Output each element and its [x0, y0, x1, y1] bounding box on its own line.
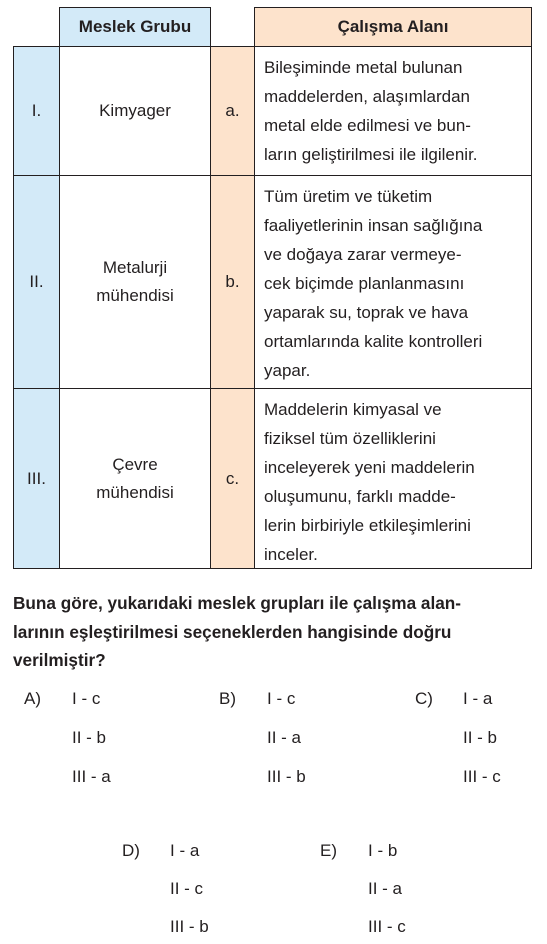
row-numeral: II. [29, 272, 44, 291]
option-a[interactable] [24, 689, 154, 789]
row-letter: b. [225, 272, 240, 291]
area-line: Bileşiminde metal bulunan [264, 58, 463, 77]
option-d[interactable] [122, 841, 252, 941]
option-pair: III - b [170, 917, 209, 936]
row-letter: a. [225, 101, 240, 120]
letter-cell [210, 388, 255, 569]
area-line: ve doğaya zarar vermeye- [264, 245, 462, 264]
area-line: Maddelerin kimyasal ve [264, 400, 442, 419]
option-label: D) [122, 841, 140, 860]
group-name [99, 97, 171, 125]
question-line: Buna göre, yukarıdaki meslek grupları ile çalışma alan- [13, 593, 462, 613]
option-label: C) [415, 689, 433, 708]
header-meslek-grubu [59, 7, 211, 47]
option-label: B) [219, 689, 236, 708]
option-pair: II - c [170, 879, 204, 898]
question-line: larının eşleştirilmesi seçeneklerden hangisinde doğru [13, 621, 452, 642]
area-line: ortamlarında kalite kontrolleri [264, 332, 483, 351]
option-pair: I - c [267, 689, 296, 708]
letter-cell [210, 175, 255, 389]
group-line: Metalurji [102, 258, 168, 277]
question-line: verilmiştir? [13, 650, 106, 670]
area-line: yapar. [264, 361, 311, 380]
area-line: inceleyerek yeni maddelerin [264, 458, 475, 477]
option-label: E) [320, 841, 337, 860]
row-letter: c. [225, 468, 240, 488]
letter-cell [210, 46, 255, 176]
option-pair: I - a [463, 689, 493, 708]
area-line: lerin birbiriyle etkileşimlerini [264, 516, 471, 535]
row-numeral-cell [13, 175, 60, 389]
header-calisma-alani [254, 7, 532, 47]
option-pair: I - b [368, 841, 398, 860]
area-cell [254, 46, 532, 176]
group-cell [59, 175, 211, 389]
header-calisma-alani-text: Çalışma Alanı [337, 17, 449, 36]
area-line: inceler. [264, 545, 318, 564]
group-name [96, 451, 174, 507]
area-line: cek biçimde planlanmasını [264, 274, 465, 293]
area-line: Tüm üretim ve tüketim [264, 187, 433, 206]
group-line: mühendisi [96, 482, 174, 502]
group-line: Çevre [112, 454, 158, 474]
option-pair: I - c [72, 689, 101, 708]
option-pair: I - a [170, 841, 200, 860]
row-numeral: III. [27, 468, 46, 488]
option-e[interactable] [320, 841, 450, 941]
area-line: maddelerden, alaşımlardan [264, 87, 471, 106]
area-line: fiziksel tüm özelliklerini [264, 429, 436, 448]
question-text [13, 589, 535, 675]
option-c[interactable] [415, 689, 540, 789]
area-line: faaliyetlerinin insan sağlığına [264, 216, 483, 235]
area-cell [254, 388, 532, 569]
option-pair: III - b [267, 767, 306, 786]
group-cell [59, 388, 211, 569]
option-pair: III - a [72, 767, 111, 786]
row-numeral-cell [13, 46, 60, 176]
group-name [96, 254, 174, 310]
header-meslek-grubu-text: Meslek Grubu [78, 17, 192, 36]
option-pair: III - c [368, 917, 406, 936]
option-pair: III - c [463, 767, 501, 786]
option-b[interactable] [219, 689, 349, 789]
area-line: oluşumunu, farklı madde- [264, 487, 456, 506]
area-line: yaparak su, toprak ve hava [264, 303, 469, 322]
area-line: metal elde edilmesi ve bun- [264, 116, 471, 135]
option-pair: II - a [368, 879, 403, 898]
option-pair: II - b [72, 728, 107, 747]
group-line: Kimyager [99, 101, 171, 120]
group-line: mühendisi [96, 286, 174, 305]
area-line: ların geliştirilmesi ile ilgilenir. [264, 145, 478, 164]
option-pair: II - b [463, 728, 498, 747]
group-cell [59, 46, 211, 176]
area-cell [254, 175, 532, 389]
option-pair: II - a [267, 728, 302, 747]
row-numeral-cell [13, 388, 60, 569]
option-label: A) [24, 689, 41, 708]
row-numeral: I. [31, 101, 42, 120]
